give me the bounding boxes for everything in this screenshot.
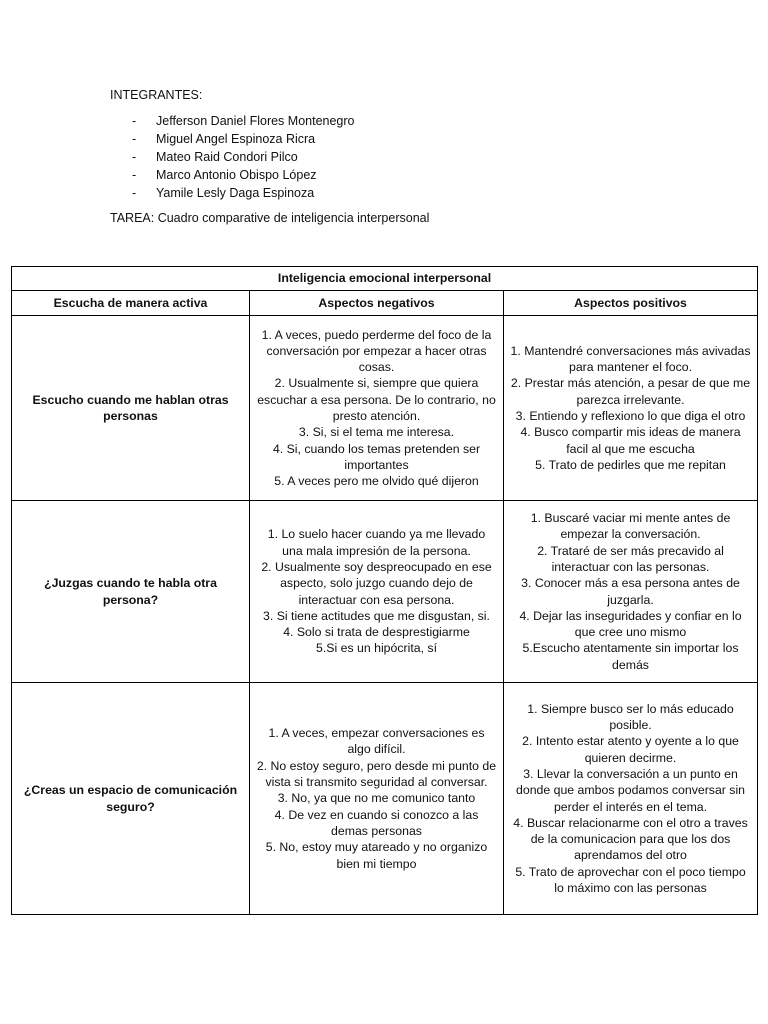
member-item — [110, 184, 429, 202]
negatives-cell — [250, 501, 504, 683]
list-item: 2. No estoy seguro, pero desde mi punto de vista si transmito seguridad al conversar. — [256, 758, 497, 790]
list-item: 5. No, estoy muy atareado y no organizo bien mi tiempo — [265, 840, 488, 871]
positives-cell — [504, 316, 758, 501]
list-item: 2. Usualmente si, siempre que quiera escuchar a esa persona. De lo contrario, no presto atención. — [257, 376, 496, 423]
list-item: 5.Si es un hipócrita, sí — [316, 641, 437, 656]
list-item: 1. A veces, empezar conversaciones es algo difícil. — [268, 726, 485, 757]
member-item — [110, 166, 429, 184]
list-item: 1. Lo suelo hacer cuando ya me llevado una mala impresión de la persona. — [267, 527, 486, 558]
table-header-row — [12, 291, 758, 316]
members-title: INTEGRANTES: — [110, 88, 203, 102]
member-name: Mateo Raid Condori Pilco — [156, 150, 298, 164]
member-name: Marco Antonio Obispo López — [156, 168, 317, 182]
list-item: 4. Buscar relacionarme con el otro a traves de la comunicacion para que los dos aprendamos del otro — [513, 815, 748, 863]
bullet-dash: - — [132, 132, 137, 146]
member-item — [110, 148, 429, 166]
list-item: 1. Siempre busco ser lo más educado posible. — [527, 701, 734, 733]
question-cell: ¿Juzgas cuando te habla otra persona? — [12, 501, 250, 683]
list-item: 3. Llevar la conversación a un punto en donde que ambos podamos conversar sin perder el interés en el tema. — [516, 766, 746, 814]
column-header: Aspectos negativos — [250, 291, 504, 316]
question-cell: ¿Creas un espacio de comunicación seguro? — [12, 683, 250, 915]
list-item: 5.Escucho atentamente sin importar los demás — [522, 641, 739, 672]
table-row — [12, 316, 758, 501]
comparison-table — [11, 266, 758, 915]
list-item: 5. Trato de aprovechar con el poco tiempo lo máximo con las personas — [515, 864, 746, 895]
members-list — [110, 112, 429, 202]
list-item: 1. A veces, puedo perderme del foco de la conversación por empezar a hacer otras cosas. — [261, 327, 492, 375]
task-line: TAREA: Cuadro comparative de inteligencia interpersonal — [110, 211, 430, 225]
negatives-cell — [250, 316, 504, 501]
header-block — [110, 86, 429, 227]
list-item: 3. No, ya que no me comunico tanto — [277, 791, 476, 806]
question-cell: Escucho cuando me hablan otras personas — [12, 316, 250, 501]
member-name: Yamile Lesly Daga Espinoza — [156, 186, 315, 200]
positives-cell — [504, 683, 758, 915]
list-item: 3. Si, si el tema me interesa. — [298, 425, 455, 440]
table-title: Inteligencia emocional interpersonal — [12, 267, 758, 291]
negatives-cell — [250, 683, 504, 915]
column-header: Escucha de manera activa — [12, 291, 250, 316]
list-item: 2. Intento estar atento y oyente a lo que quieren decirme. — [522, 734, 739, 765]
bullet-dash: - — [132, 150, 137, 164]
member-item — [110, 130, 429, 148]
list-item: 4. Dejar las inseguridades y confiar en lo que cree uno mismo — [519, 608, 742, 640]
list-item: 4. Si, cuando los temas pretenden ser importantes — [272, 441, 481, 472]
list-item: 2. Prestar más atención, a pesar de que me parezca irrelevante. — [510, 376, 751, 407]
table-title-row — [12, 267, 758, 291]
list-item: 4. Solo si trata de desprestigiarme — [283, 625, 470, 640]
column-header: Aspectos positivos — [504, 291, 758, 316]
list-item: 3. Entiendo y reflexiono lo que diga el otro — [515, 409, 746, 423]
list-item: 2. Usualmente soy despreocupado en ese aspecto, solo juzgo cuando dejo de interactuar con esa persona. — [261, 559, 492, 607]
list-item: 3. Si tiene actitudes que me disgustan, si. — [263, 608, 490, 623]
table-row — [12, 501, 758, 683]
list-item: 5. A veces pero me olvido qué dijeron — [274, 474, 479, 489]
list-item: 2. Trataré de ser más precavido al interactuar con las personas. — [537, 543, 724, 574]
list-item: 3. Conocer más a esa persona antes de juzgarla. — [521, 576, 740, 607]
list-item: 1. Buscaré vaciar mi mente antes de empezar la conversación. — [530, 511, 731, 542]
bullet-dash: - — [132, 168, 137, 182]
list-item: 1. Mantendré conversaciones más avivadas para mantener el foco. — [510, 343, 751, 375]
positives-cell — [504, 501, 758, 683]
member-name: Jefferson Daniel Flores Montenegro — [156, 114, 355, 128]
member-item — [110, 112, 429, 130]
table-row — [12, 683, 758, 915]
bullet-dash: - — [132, 186, 137, 200]
member-name: Miguel Angel Espinoza Ricra — [156, 132, 316, 146]
list-item: 5. Trato de pedirles que me repitan — [535, 457, 726, 472]
bullet-dash: - — [132, 114, 137, 128]
list-item: 4. De vez en cuando si conozco a las demas personas — [274, 807, 479, 838]
list-item: 4. Busco compartir mis ideas de manera facil al que me escucha — [520, 425, 741, 456]
